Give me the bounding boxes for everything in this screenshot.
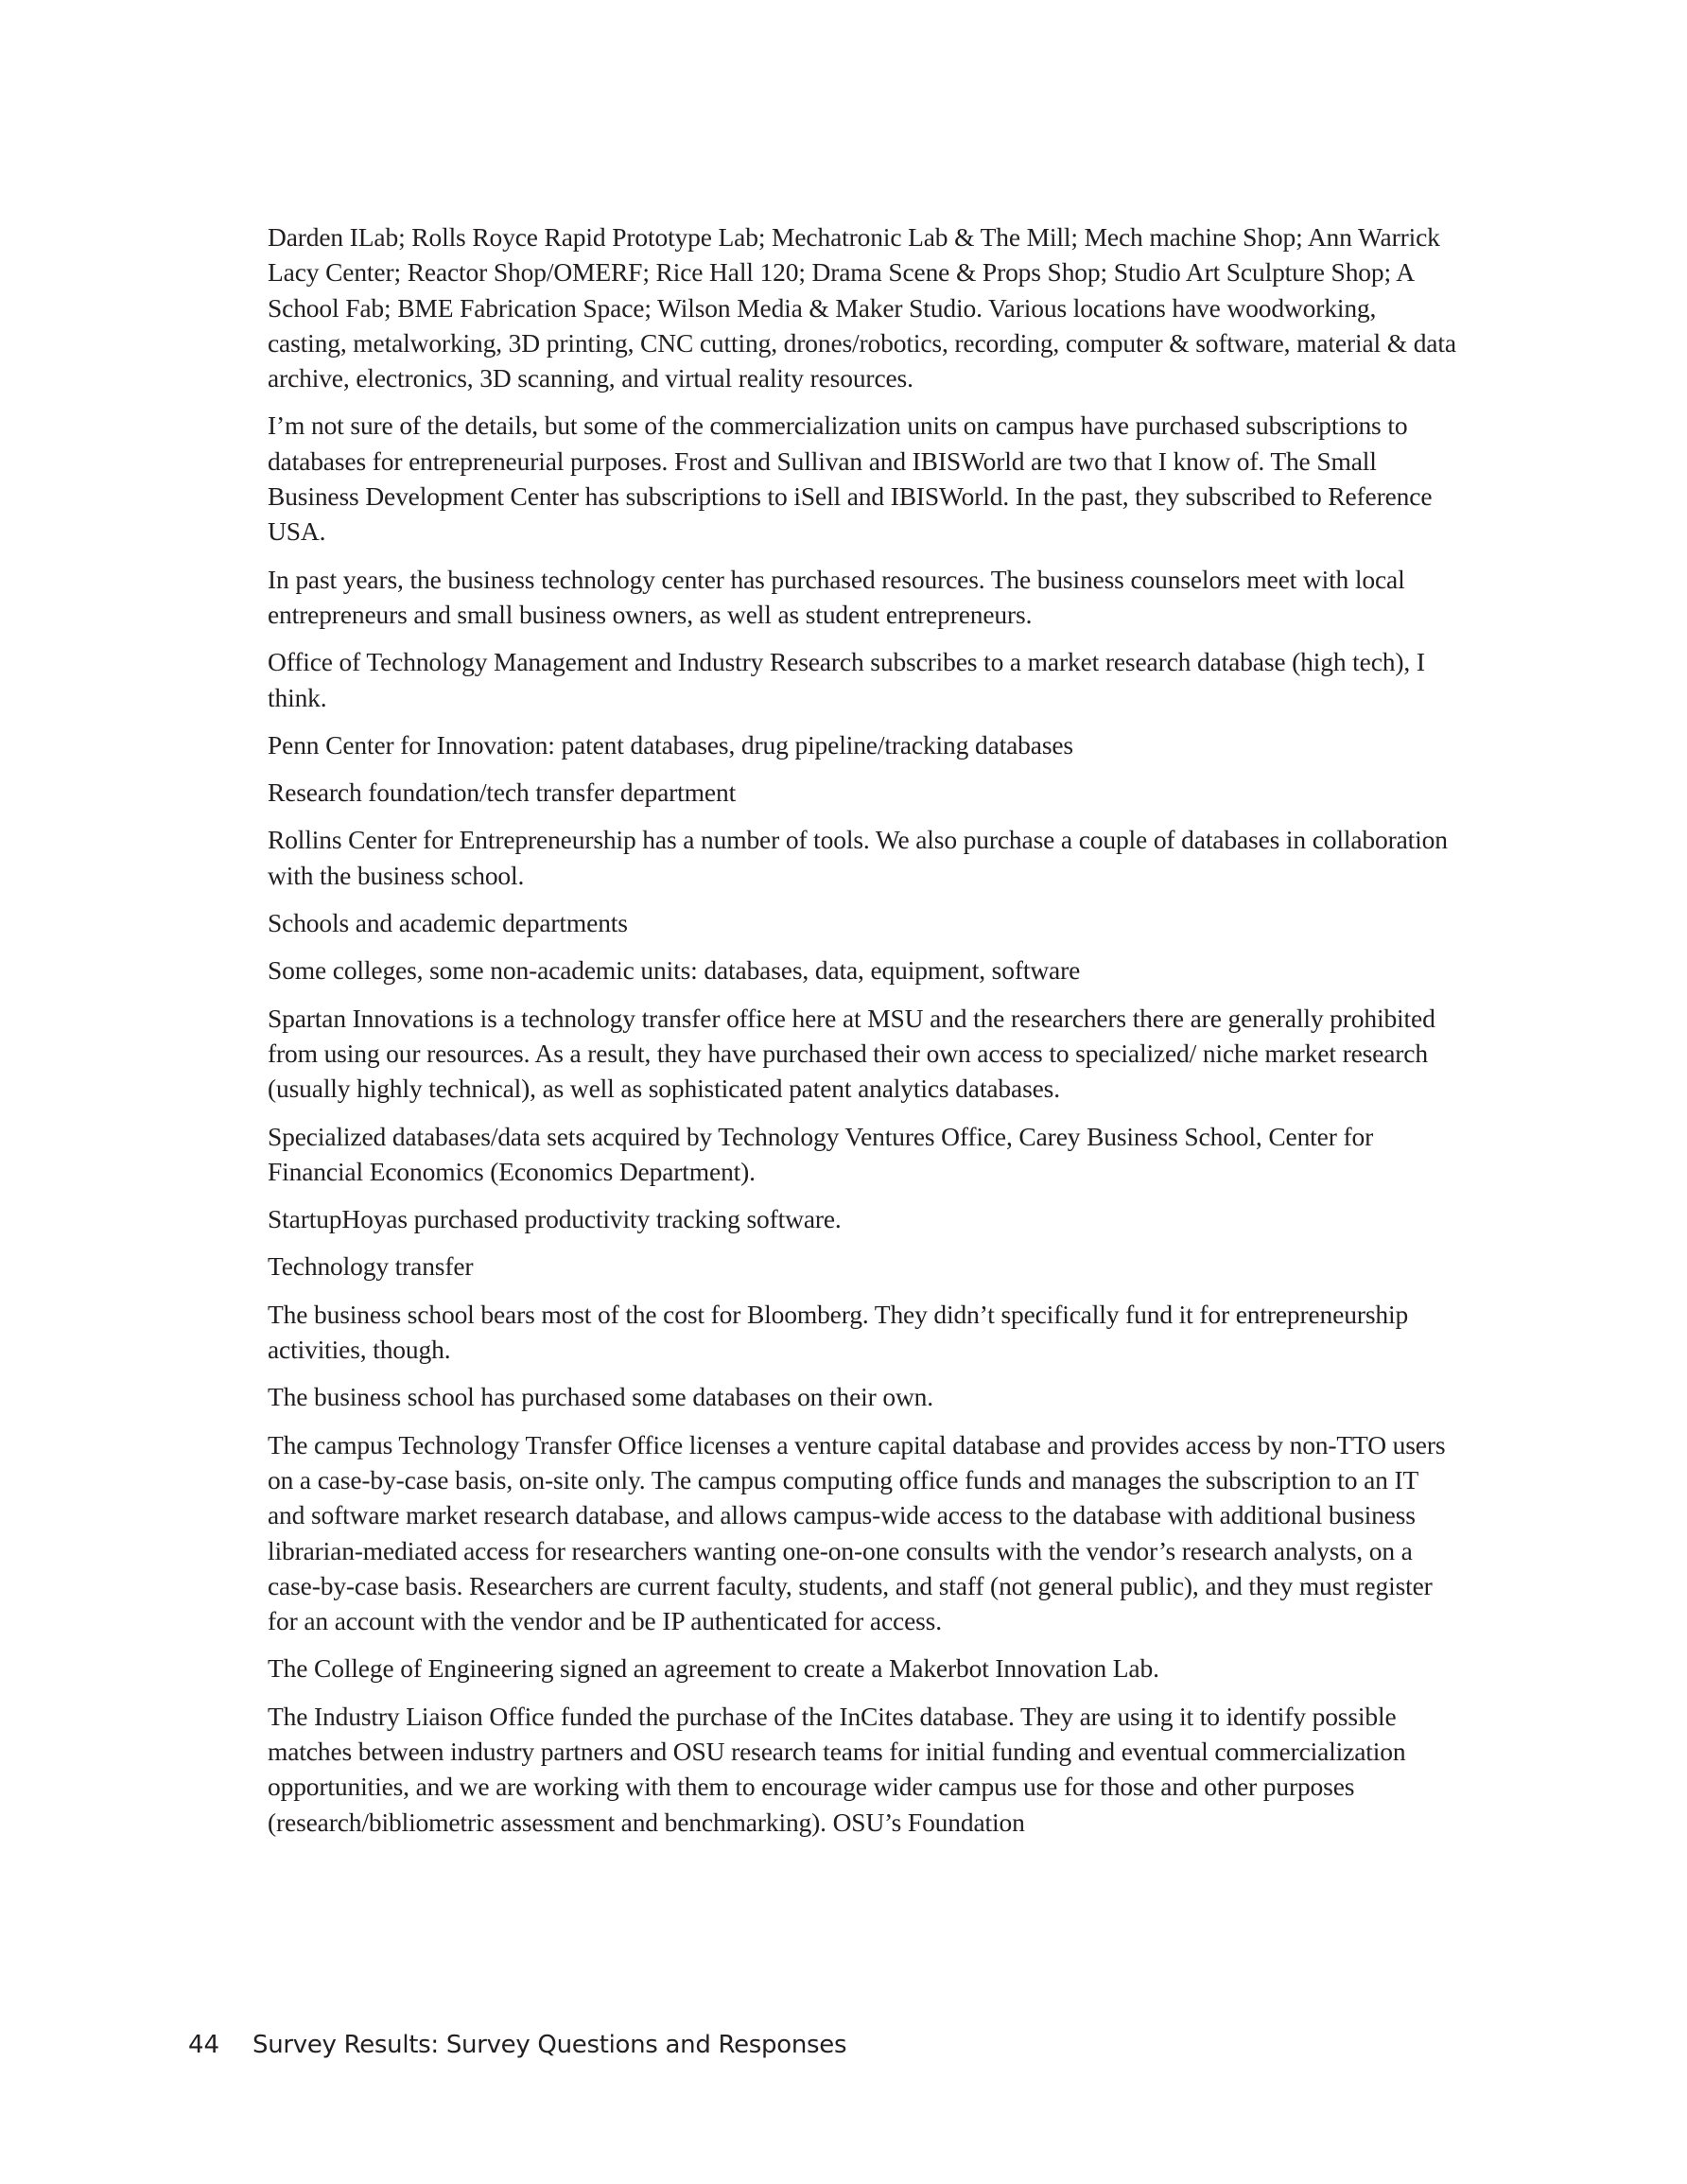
response-paragraph: I’m not sure of the details, but some of the commercialization units on campus have purchased subscriptions to databases for entrepreneurial purposes. Frost and Sullivan and IBISWorld are two that I know of. The Small Business Development Center has subscriptions to iSell and IBISWorld. In the past, they subscribed to Reference USA. xyxy=(268,411,1433,547)
response-paragraph: The business school has purchased some databases on their own. xyxy=(268,1382,934,1412)
response-paragraph: Spartan Innovations is a technology transfer office here at MSU and the researchers there are generally prohibited from using our resources. As a result, they have purchased their own access to specialized/ niche market research (usually highly technical), as well as sophisticated patent analytics databases. xyxy=(268,1003,1435,1104)
response-paragraph: The business school bears most of the cost for Bloomberg. They didn’t specifically fund it for entrepreneurship activities, though. xyxy=(268,1299,1409,1365)
response-paragraph: Technology transfer xyxy=(268,1251,474,1282)
response-paragraph: Rollins Center for Entrepreneurship has a number of tools. We also purchase a couple of databases in collaboration with the business school. xyxy=(268,825,1448,890)
response-paragraph: Penn Center for Innovation: patent databases, drug pipeline/tracking databases xyxy=(268,729,1073,760)
response-paragraph: The College of Engineering signed an agreement to create a Makerbot Innovation Lab. xyxy=(268,1653,1159,1684)
response-paragraph: Research foundation/tech transfer department xyxy=(268,778,737,808)
survey-responses-body xyxy=(268,219,1461,1852)
response-paragraph: The Industry Liaison Office funded the purchase of the InCites database. They are using it to identify possible matches between industry partners and OSU research teams for initial funding and eventual commercialization opportunities, and we are working with them to encourage wider campus use for those and other purposes (research/bibliometric assessment and benchmarking). OSU’s Foundation xyxy=(268,1701,1406,1837)
running-title: Survey Results: Survey Questions and Responses xyxy=(252,2031,847,2059)
response-paragraph: In past years, the business technology center has purchased resources. The business counselors meet with local entrepreneurs and small business owners, as well as student entrepreneurs. xyxy=(268,564,1405,629)
page-footer xyxy=(188,2031,846,2059)
response-paragraph: The campus Technology Transfer Office licenses a venture capital database and provides access by non-TTO users on a case-by-case basis, on-site only. The campus computing office funds and manages the subscription to an IT and software market research database, and allows campus-wide access to the database with additional business librarian-mediated access for researchers wanting one-on-one consults with the vendor’s research analysts, on a case-by-case basis. Researchers are current faculty, students, and staff (not general public), and they must register for an account with the vendor and be IP authenticated for access. xyxy=(268,1429,1446,1636)
response-paragraph: Schools and academic departments xyxy=(268,908,628,938)
response-paragraph: Office of Technology Management and Industry Research subscribes to a market research database (high tech), I think. xyxy=(268,647,1425,712)
response-paragraph: Specialized databases/data sets acquired by Technology Ventures Office, Carey Business School, Center for Financial Economics (Economics Department). xyxy=(268,1121,1374,1186)
page-number: 44 xyxy=(188,2031,220,2059)
response-paragraph: Darden ILab; Rolls Royce Rapid Prototype Lab; Mechatronic Lab & The Mill; Mech machine Shop; Ann Warrick Lacy Center; Reactor Shop/OMERF; Rice Hall 120; Drama Scene & Props Shop; Studio Art Sculpture Shop; A School Fab; BME Fabrication Space; Wilson Media & Maker Studio. Various locations have woodworking, casting, metalworking, 3D printing, CNC cutting, drones/robotics, recording, computer & software, material & data archive, electronics, 3D scanning, and virtual reality resources. xyxy=(268,222,1456,393)
response-paragraph: Some colleges, some non-academic units: databases, data, equipment, software xyxy=(268,955,1081,986)
response-paragraph: StartupHoyas purchased productivity tracking software. xyxy=(268,1204,842,1234)
